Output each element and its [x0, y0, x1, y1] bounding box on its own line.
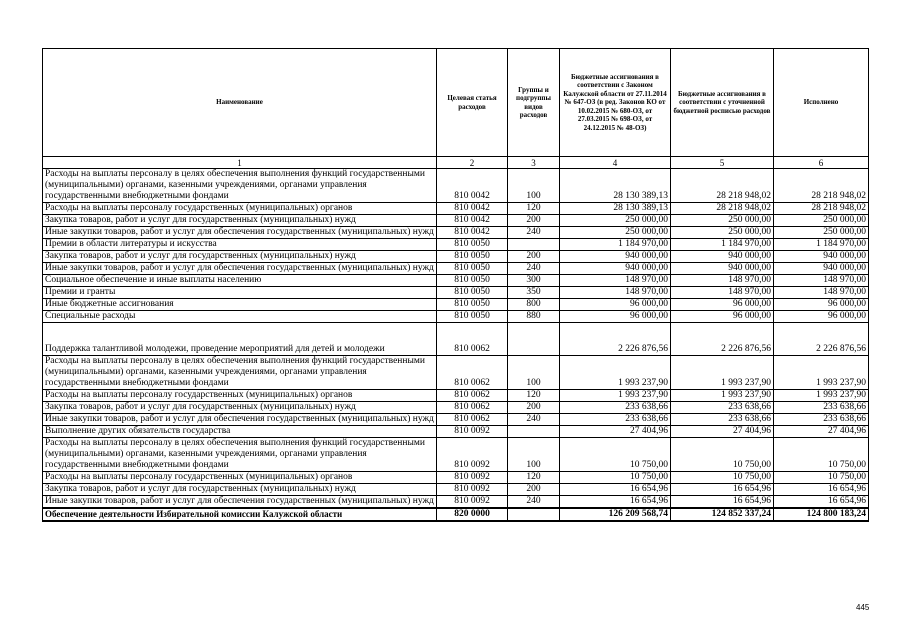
- row-group: [508, 426, 560, 438]
- row-name: Расходы на выплаты персоналу в целях обеспечения выполнения функций государственными (муниципальными) органами, казенными учреждениями, органами управления государственными внебюджетными фондами: [43, 169, 437, 203]
- row-group: 200: [508, 402, 560, 414]
- row-refined: 28 218 948,02: [671, 169, 774, 203]
- table-row: [43, 299, 869, 311]
- row-executed: 1 184 970,00: [774, 239, 869, 251]
- row-refined: 233 638,66: [671, 414, 774, 426]
- row-group: 240: [508, 496, 560, 509]
- row-refined: 250 000,00: [671, 215, 774, 227]
- row-group: 350: [508, 287, 560, 299]
- header-law: Бюджетные ассигнования в соответствии с Законом Калужской области от 27.11.2014 № 647-ОЗ (в ред. Законов КО от 10.02.2015 № 680-ОЗ, от 27.03.2015 № 698-ОЗ, от 24.12.2015 № 48-ОЗ): [560, 49, 671, 157]
- column-number: 1: [43, 157, 437, 169]
- row-law: 940 000,00: [560, 251, 671, 263]
- row-name: Расходы на выплаты персоналу государственных (муниципальных) органов: [43, 472, 437, 484]
- row-law: 148 970,00: [560, 287, 671, 299]
- row-law: 940 000,00: [560, 263, 671, 275]
- row-refined: 1 184 970,00: [671, 239, 774, 251]
- row-name: Расходы на выплаты персоналу в целях обеспечения выполнения функций государственными (муниципальными) органами, казенными учреждениями, органами управления государственными внебюджетными фондами: [43, 356, 437, 390]
- table-row: [43, 227, 869, 239]
- table-row: [43, 275, 869, 287]
- header-executed: Исполнено: [774, 49, 869, 157]
- row-executed: 16 654,96: [774, 496, 869, 509]
- table-row: [43, 251, 869, 263]
- row-law: 27 404,96: [560, 426, 671, 438]
- page-number: 445: [856, 603, 870, 612]
- row-executed: 28 218 948,02: [774, 169, 869, 203]
- row-refined: 940 000,00: [671, 263, 774, 275]
- column-number: 4: [560, 157, 671, 169]
- row-name: Расходы на выплаты персоналу государственных (муниципальных) органов: [43, 203, 437, 215]
- total-code: 820 0000: [437, 508, 508, 521]
- row-executed: 250 000,00: [774, 215, 869, 227]
- row-name: Иные закупки товаров, работ и услуг для обеспечения государственных (муниципальных) нужд: [43, 496, 437, 509]
- row-executed: 1 993 237,90: [774, 390, 869, 402]
- row-name: Расходы на выплаты персоналу государственных (муниципальных) органов: [43, 390, 437, 402]
- row-group: 240: [508, 227, 560, 239]
- row-refined: 1 993 237,90: [671, 356, 774, 390]
- row-refined: 148 970,00: [671, 287, 774, 299]
- row-refined: 10 750,00: [671, 472, 774, 484]
- row-name: Иные бюджетные ассигнования: [43, 299, 437, 311]
- row-name: Закупка товаров, работ и услуг для государственных (муниципальных) нужд: [43, 215, 437, 227]
- table-row: [43, 402, 869, 414]
- row-code: 810 0092: [437, 484, 508, 496]
- row-law: 148 970,00: [560, 275, 671, 287]
- row-name: Закупка товаров, работ и услуг для государственных (муниципальных) нужд: [43, 251, 437, 263]
- table-row: [43, 426, 869, 438]
- row-code: 810 0092: [437, 426, 508, 438]
- row-name: Премии и гранты: [43, 287, 437, 299]
- row-name: Иные закупки товаров, работ и услуг для обеспечения государственных (муниципальных) нужд: [43, 227, 437, 239]
- row-name: Закупка товаров, работ и услуг для государственных (муниципальных) нужд: [43, 402, 437, 414]
- row-executed: 940 000,00: [774, 251, 869, 263]
- row-law: 96 000,00: [560, 311, 671, 323]
- row-refined: 28 218 948,02: [671, 203, 774, 215]
- row-executed: 16 654,96: [774, 484, 869, 496]
- row-refined: 16 654,96: [671, 484, 774, 496]
- table-row: [43, 390, 869, 402]
- row-group: 240: [508, 414, 560, 426]
- row-name: Специальные расходы: [43, 311, 437, 323]
- row-name: Поддержка талантливой молодежи, проведение мероприятий для детей и молодежи: [43, 323, 437, 356]
- total-group: [508, 508, 560, 521]
- row-law: 16 654,96: [560, 484, 671, 496]
- row-law: 28 130 389,13: [560, 203, 671, 215]
- row-executed: 250 000,00: [774, 227, 869, 239]
- total-row: [43, 508, 869, 521]
- table-row: [43, 203, 869, 215]
- row-code: 810 0050: [437, 263, 508, 275]
- row-law: 10 750,00: [560, 438, 671, 472]
- row-refined: 2 226 876,56: [671, 323, 774, 356]
- row-refined: 233 638,66: [671, 402, 774, 414]
- total-refined: 124 852 337,24: [671, 508, 774, 521]
- row-law: 2 226 876,56: [560, 323, 671, 356]
- row-group: 200: [508, 215, 560, 227]
- row-law: 1 184 970,00: [560, 239, 671, 251]
- row-executed: 148 970,00: [774, 275, 869, 287]
- row-executed: 28 218 948,02: [774, 203, 869, 215]
- row-name: Закупка товаров, работ и услуг для государственных (муниципальных) нужд: [43, 484, 437, 496]
- row-code: 810 0092: [437, 472, 508, 484]
- row-refined: 250 000,00: [671, 227, 774, 239]
- table-row: [43, 438, 869, 472]
- row-code: 810 0092: [437, 496, 508, 509]
- table-row: [43, 287, 869, 299]
- row-code: 810 0062: [437, 402, 508, 414]
- row-refined: 148 970,00: [671, 275, 774, 287]
- row-group: 100: [508, 169, 560, 203]
- column-number-row: [43, 157, 869, 169]
- table-header-row: [43, 49, 869, 157]
- column-number: 2: [437, 157, 508, 169]
- header-refined: Бюджетные ассигнования в соответствии с уточненной бюджетной росписью расходов: [671, 49, 774, 157]
- row-group: 200: [508, 484, 560, 496]
- row-group: 100: [508, 356, 560, 390]
- total-law: 126 209 568,74: [560, 508, 671, 521]
- row-executed: 27 404,96: [774, 426, 869, 438]
- row-name: Премии в области литературы и искусства: [43, 239, 437, 251]
- row-name: Расходы на выплаты персоналу в целях обеспечения выполнения функций государственными (муниципальными) органами, казенными учреждениями, органами управления государственными внебюджетными фондами: [43, 438, 437, 472]
- table-row: [43, 239, 869, 251]
- row-group: 300: [508, 275, 560, 287]
- row-refined: 1 993 237,90: [671, 390, 774, 402]
- row-group: 800: [508, 299, 560, 311]
- row-code: 810 0042: [437, 169, 508, 203]
- row-executed: 96 000,00: [774, 299, 869, 311]
- total-name: Обеспечение деятельности Избирательной комиссии Калужской области: [43, 508, 437, 521]
- row-law: 233 638,66: [560, 414, 671, 426]
- table-row: [43, 169, 869, 203]
- row-law: 1 993 237,90: [560, 390, 671, 402]
- row-executed: 233 638,66: [774, 414, 869, 426]
- row-executed: 1 993 237,90: [774, 356, 869, 390]
- row-code: 810 0050: [437, 239, 508, 251]
- row-code: 810 0092: [437, 438, 508, 472]
- row-refined: 10 750,00: [671, 438, 774, 472]
- row-refined: 940 000,00: [671, 251, 774, 263]
- row-group: 120: [508, 472, 560, 484]
- budget-table: [42, 48, 869, 522]
- row-law: 96 000,00: [560, 299, 671, 311]
- row-code: 810 0050: [437, 287, 508, 299]
- row-code: 810 0062: [437, 414, 508, 426]
- row-group: 100: [508, 438, 560, 472]
- column-number: 3: [508, 157, 560, 169]
- table-row: [43, 263, 869, 275]
- row-code: 810 0042: [437, 215, 508, 227]
- row-code: 810 0042: [437, 227, 508, 239]
- row-name: Иные закупки товаров, работ и услуг для обеспечения государственных (муниципальных) нужд: [43, 414, 437, 426]
- header-target: Целевая статья расходов: [437, 49, 508, 157]
- row-executed: 2 226 876,56: [774, 323, 869, 356]
- row-refined: 96 000,00: [671, 299, 774, 311]
- row-code: 810 0062: [437, 390, 508, 402]
- row-group: 880: [508, 311, 560, 323]
- header-name: Наименование: [43, 49, 437, 157]
- row-law: 28 130 389,13: [560, 169, 671, 203]
- row-group: 200: [508, 251, 560, 263]
- row-code: 810 0062: [437, 356, 508, 390]
- row-executed: 96 000,00: [774, 311, 869, 323]
- row-law: 10 750,00: [560, 472, 671, 484]
- row-executed: 233 638,66: [774, 402, 869, 414]
- row-law: 233 638,66: [560, 402, 671, 414]
- row-group: [508, 323, 560, 356]
- column-number: 6: [774, 157, 869, 169]
- table-row: [43, 215, 869, 227]
- row-code: 810 0050: [437, 275, 508, 287]
- row-executed: 10 750,00: [774, 438, 869, 472]
- row-code: 810 0050: [437, 251, 508, 263]
- table-row: [43, 356, 869, 390]
- row-code: 810 0042: [437, 203, 508, 215]
- row-name: Иные закупки товаров, работ и услуг для обеспечения государственных (муниципальных) нужд: [43, 263, 437, 275]
- row-group: [508, 239, 560, 251]
- row-executed: 940 000,00: [774, 263, 869, 275]
- row-law: 250 000,00: [560, 215, 671, 227]
- row-name: Выполнение других обязательств государства: [43, 426, 437, 438]
- row-refined: 27 404,96: [671, 426, 774, 438]
- table-row: [43, 472, 869, 484]
- row-group: 240: [508, 263, 560, 275]
- row-code: 810 0050: [437, 311, 508, 323]
- row-executed: 148 970,00: [774, 287, 869, 299]
- row-group: 120: [508, 390, 560, 402]
- table-row: [43, 323, 869, 356]
- row-group: 120: [508, 203, 560, 215]
- total-executed: 124 800 183,24: [774, 508, 869, 521]
- table-row: [43, 496, 869, 509]
- column-number: 5: [671, 157, 774, 169]
- table-row: [43, 484, 869, 496]
- row-law: 16 654,96: [560, 496, 671, 509]
- row-executed: 10 750,00: [774, 472, 869, 484]
- row-code: 810 0062: [437, 323, 508, 356]
- row-law: 250 000,00: [560, 227, 671, 239]
- row-code: 810 0050: [437, 299, 508, 311]
- row-refined: 16 654,96: [671, 496, 774, 509]
- row-name: Социальное обеспечение и иные выплаты населению: [43, 275, 437, 287]
- header-groups: Группы и подгруппы видов расходов: [508, 49, 560, 157]
- table-row: [43, 311, 869, 323]
- row-refined: 96 000,00: [671, 311, 774, 323]
- row-law: 1 993 237,90: [560, 356, 671, 390]
- table-row: [43, 414, 869, 426]
